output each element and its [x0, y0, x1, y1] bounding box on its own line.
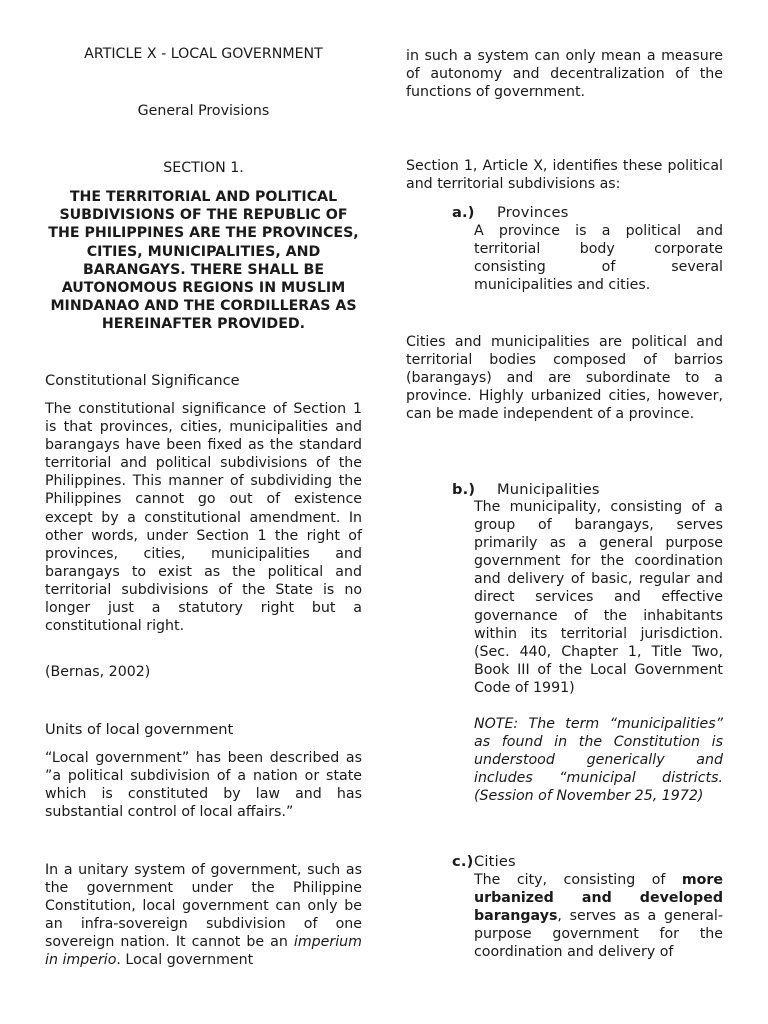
- provinces-marker: a.): [452, 204, 475, 221]
- section-heading: SECTION 1.: [163, 160, 244, 176]
- units-heading: Units of local government: [45, 721, 234, 738]
- section-text: THE TERRITORIAL AND POLITICAL SUBDIVISIONS OF THE REPUBLIC OF THE PHILIPPINES ARE THE PROVINCES, CITIES, MUNICIPALITIES, AND BARANGAYS. THERE SHALL BE AUTONOMOUS REGIONS IN MUSLIM MINDANAO AND THE CORDILLERAS AS HEREINAFTER PROVIDED.: [48, 189, 359, 333]
- cities-label: Cities: [474, 853, 516, 870]
- constitutional-significance-text: The constitutional significance of Section 1 is that provinces, cities, municipalities and barangays have been fixed as the standard territorial and political subdivisions of the Philippines. This manner of subdividing the Philippines cannot go out of existence except by a constitutional amendment. In other words, under Section 1 the right of provinces, cities, municipalities and barangays to exist as the political and territorial subdivisions of the State is no longer just a statutory right but a constitutional right.: [45, 401, 362, 635]
- unitary-italic: imperium in imperio: [45, 934, 362, 969]
- municipalities-marker: b.): [452, 481, 476, 498]
- cities-marker: c.): [452, 853, 474, 870]
- units-text: “Local government” has been described as ”a political subdivision of a nation or state which is constituted by law and has substantial control of local affairs.”: [45, 750, 362, 821]
- unitary-text-part-2: . Local government: [116, 952, 254, 969]
- citation: (Bernas, 2002): [45, 664, 151, 680]
- unitary-text: [45, 861, 362, 970]
- provinces-label: Provinces: [497, 204, 569, 221]
- cities-municipalities-text: Cities and municipalities are political and territorial bodies composed of barrios (barangays) and are subordinate to a province. Highly urbanized cities, however, can be made independent of a province.: [406, 334, 723, 423]
- continued-text: in such a system can only mean a measure of autonomy and decentralization of the functions of government.: [406, 48, 723, 101]
- article-title: ARTICLE X - LOCAL GOVERNMENT: [84, 46, 323, 62]
- constitutional-significance-heading: Constitutional Significance: [45, 372, 240, 389]
- municipalities-text: The municipality, consisting of a group of barangays, serves primarily as a general purpose government for the coordination and delivery of basic, regular and direct services and effective governance of the inhabitants within its territorial jurisdiction. (Sec. 440, Chapter 1, Title Two, Book III of the Local Government Code of 1991): [474, 499, 723, 696]
- note-text: NOTE: The term “municipalities” as found in the Constitution is understood generically and includes “municipal districts. (Session of November 25, 1972): [474, 716, 723, 805]
- cities-text: [474, 871, 723, 961]
- cities-bold-text: more urbanized and developed barangays: [474, 872, 723, 925]
- cities-text-part-1: The city, consisting of: [474, 872, 682, 888]
- municipalities-label: Municipalities: [497, 481, 600, 498]
- provinces-text: A province is a political and territorial body corporate consisting of several municipalities and cities.: [474, 223, 723, 294]
- general-provisions-heading: General Provisions: [137, 103, 270, 119]
- section-intro: Section 1, Article X, identifies these political and territorial subdivisions as:: [406, 158, 723, 193]
- unitary-text-part-1: In a unitary system of government, such as the government under the Philippine Constitution, local government can only be an infra-sovereign subdivision of one sovereign nation. It cannot be an: [45, 862, 362, 951]
- cities-text-part-2: , serves as a general-purpose government for the coordination and delivery of: [474, 908, 723, 961]
